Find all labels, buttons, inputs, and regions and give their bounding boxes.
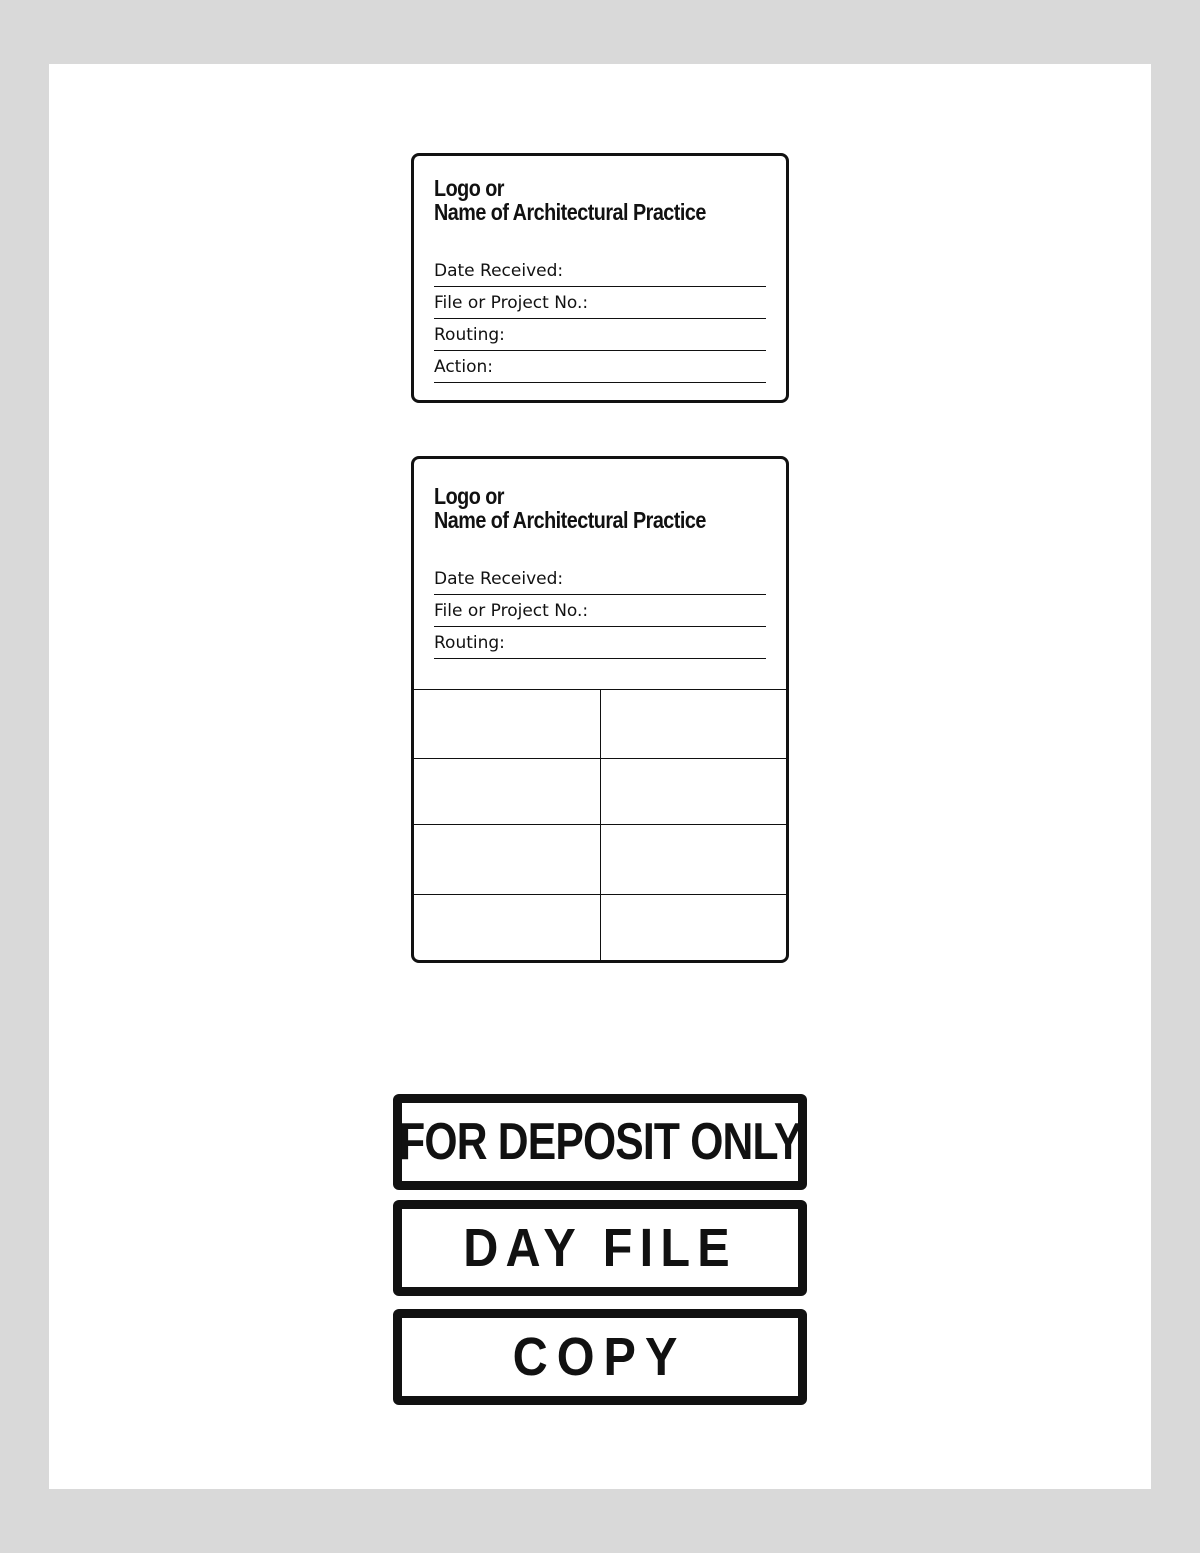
stamp-title-line1: Logo or: [434, 175, 504, 201]
stamp-label: DAY FILE: [463, 1218, 737, 1278]
grid-column-divider: [600, 690, 601, 960]
stamp-inner: [398, 1103, 802, 1181]
stamp-title-line1: Logo or: [434, 483, 504, 509]
stamp-label: FOR DEPOSIT ONLY: [398, 1113, 802, 1171]
day-file-stamp: [393, 1200, 807, 1296]
stamp-inner: [402, 1209, 798, 1287]
received-stamp-with-routing-grid: [411, 456, 789, 963]
stamp-label: COPY: [513, 1327, 687, 1387]
file-project-number-field: File or Project No.:: [434, 595, 766, 627]
action-field: Action:: [434, 351, 766, 383]
routing-field: Routing:: [434, 319, 766, 351]
date-received-field: Date Received:: [434, 563, 766, 595]
stamp-title: [434, 484, 706, 532]
stamp-title-line2: Name of Architectural Practice: [434, 199, 706, 225]
file-project-number-field: File or Project No.:: [434, 287, 766, 319]
received-stamp-with-action: [411, 153, 789, 403]
routing-field: Routing:: [434, 627, 766, 659]
stamp-inner: [402, 1318, 798, 1396]
grid-row-divider: [414, 824, 786, 825]
for-deposit-only-stamp: [393, 1094, 807, 1190]
routing-grid: [414, 689, 786, 960]
grid-row-divider: [414, 758, 786, 759]
copy-stamp: [393, 1309, 807, 1405]
date-received-field: Date Received:: [434, 255, 766, 287]
stamp-title-line2: Name of Architectural Practice: [434, 507, 706, 533]
grid-row-divider: [414, 894, 786, 895]
stamp-title: [434, 176, 706, 224]
